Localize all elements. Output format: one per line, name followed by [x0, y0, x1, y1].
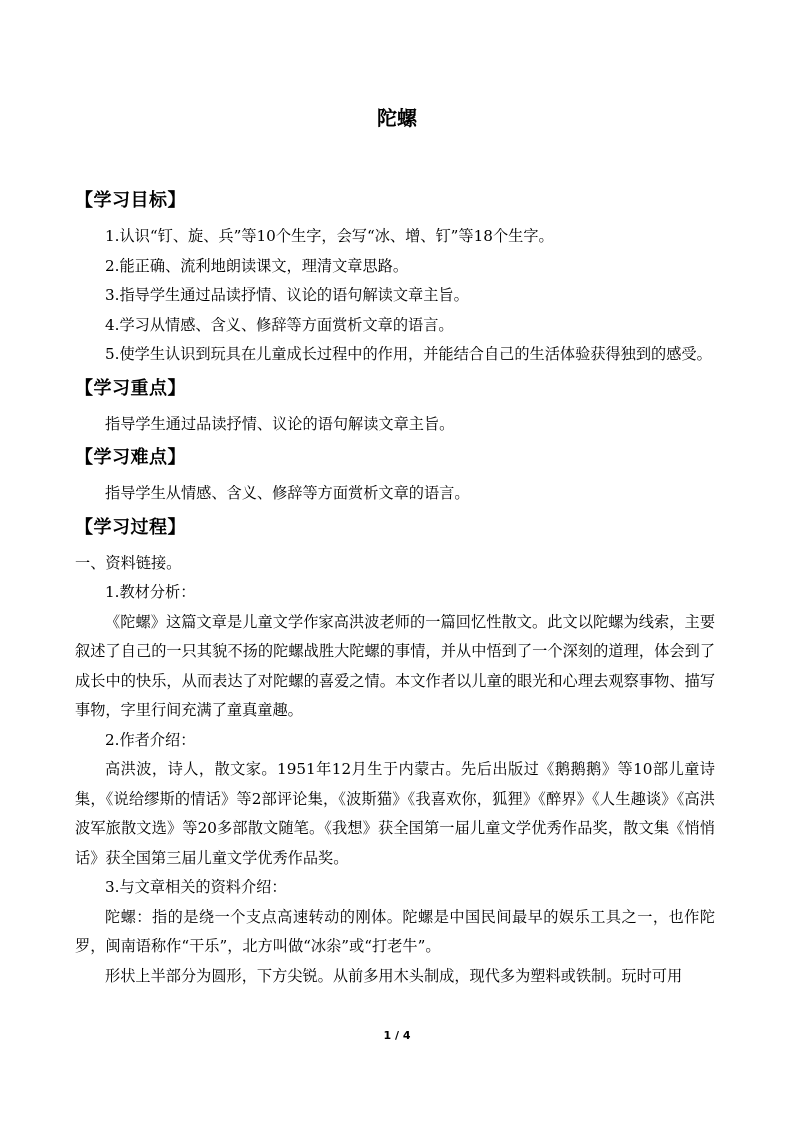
- textbook-analysis-text: 《陀螺》这篇文章是儿童文学作家高洪波老师的一篇回忆性散文。此文以陀螺为线索，主要叙述了自己的一只其貌不扬的陀螺战胜大陀螺的事情，并从中悟到了一个深刻的道理，体会到了成长中的快乐，从而表达了对陀螺的喜爱之情。本文作者以儿童的眼光和心理去观察事物、描写事物，字里行间充满了童真童趣。: [75, 612, 715, 719]
- section-heading-process: 【学习过程】: [75, 516, 186, 538]
- related-materials-text: 陀螺：指的是绕一个支点高速转动的刚体。陀螺是中国民间最早的娱乐工具之一，也作陀罗，闽南语称作“干乐”，北方叫做“冰尜”或“打老牛”。: [75, 907, 715, 955]
- document-body: [75, 186, 715, 991]
- goal-item: 5.使学生认识到玩具在儿童成长过程中的作用，并能结合自己的生活体验获得独到的感受。: [105, 345, 712, 363]
- goal-item: 1.认识“钉、旋、兵”等10个生字，会写“冰、增、钉”等18个生字。: [105, 227, 554, 245]
- subsection-title-textbook-analysis: 1.教材分析：: [105, 583, 196, 601]
- goal-item: 2.能正确、流利地朗读课文，理清文章思路。: [105, 256, 409, 275]
- document-title: 陀螺: [377, 106, 417, 130]
- section-heading-goals: 【学习目标】: [75, 190, 186, 211]
- subsection-title-related-materials: 3.与文章相关的资料介绍：: [105, 878, 287, 896]
- goal-item: 4.学习从情感、含义、修辞等方面赏析文章的语言。: [105, 315, 454, 334]
- process-part-title: 一、资料链接。: [75, 553, 182, 572]
- difficulty-text: 指导学生从情感、含义、修辞等方面赏析文章的语言。: [105, 484, 470, 502]
- section-heading-difficulty: 【学习难点】: [75, 447, 186, 468]
- related-materials-text: 形状上半部分为圆形，下方尖锐。从前多用木头制成，现代多为塑料或铁制。玩时可用: [105, 966, 683, 985]
- focus-text: 指导学生通过品读抒情、议论的语句解读文章主旨。: [105, 414, 455, 433]
- section-heading-focus: 【学习重点】: [75, 377, 186, 399]
- subsection-title-author-intro: 2.作者介绍：: [105, 730, 196, 749]
- page-number: 1 / 4: [383, 1029, 411, 1042]
- author-intro-text: 高洪波，诗人，散文家。1951年12月生于内蒙古。先后出版过《鹅鹅鹅》等10部儿童诗集，《说给缪斯的情话》等2部评论集，《波斯猫》《我喜欢你，狐狸》《醉界》《人生趣谈》《高洪波军旅散文选》等20多部散文随笔。《我想》获全国第一届儿童文学优秀作品奖，散文集《悄悄话》获全国第三届儿童文学优秀作品奖。: [75, 760, 715, 867]
- goal-item: 3.指导学生通过品读抒情、议论的语句解读文章主旨。: [105, 286, 469, 304]
